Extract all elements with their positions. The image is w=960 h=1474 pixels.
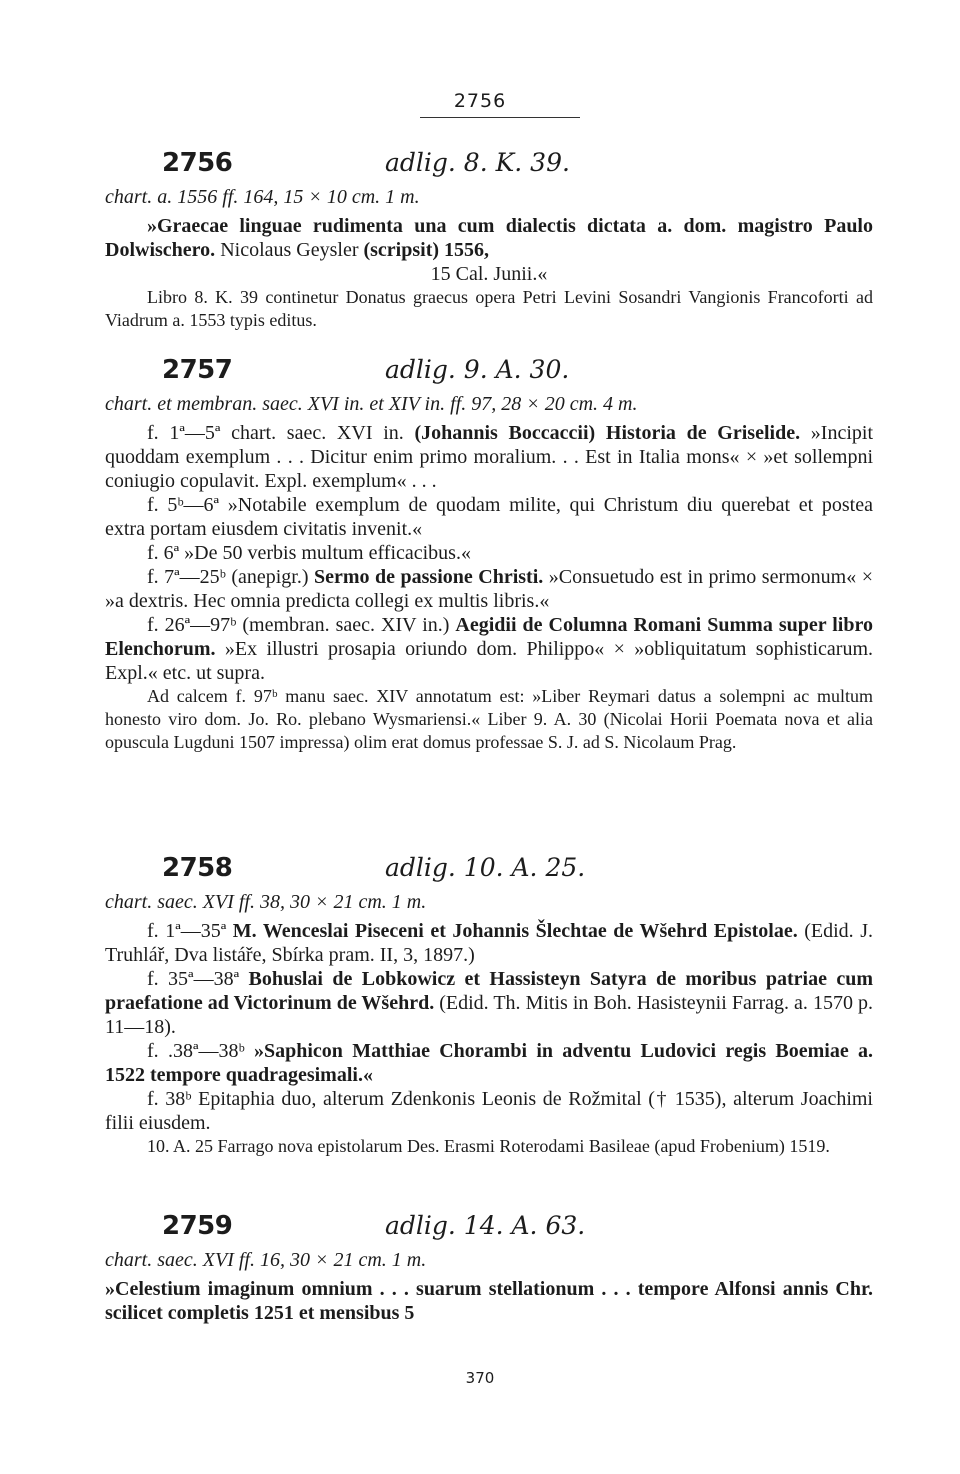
entry-signature: adlig. 10. A. 25.: [385, 853, 586, 882]
entry-number: 2758: [162, 853, 233, 883]
folio-range: f. 35ª—38ª: [147, 968, 249, 990]
folio-item: f. 6ª »De 50 verbis multum efficacibus.«: [147, 542, 471, 564]
folio-range: f. .38ª—38ᵇ: [147, 1040, 254, 1062]
entry-heading: [105, 853, 873, 887]
entry-2759: [105, 1211, 873, 1325]
running-head: 2756: [453, 90, 507, 112]
item-title: (Johannis Boccaccii) Historia de Griselide.: [414, 422, 801, 444]
item-incipit: »Ex illustri prosapia oriundo dom. Philippo« × »obliquitatum sophisticarum. Expl.« etc. ut supra.: [105, 638, 873, 684]
entry-2758: [105, 853, 873, 1158]
entry-text: [105, 1277, 873, 1325]
item-edition: (Edid. Th. Mitis in Boh. Hasisteynii Farrag. a. 1570 p. 11—18).: [105, 992, 873, 1038]
title-bold: »Celestium imaginum omnium . . . suarum stellationum . . . tempore Alfonsi annis Chr. scilicet completis 1251 et mensibus 5: [105, 1278, 873, 1324]
folio-range: f. 1ª—35ª: [147, 920, 233, 942]
item-title: »Saphicon Matthiae Chorambi in adventu Ludovici regis Boemiae a. 1522 tempore quadragesimali.«: [105, 1040, 873, 1086]
entry-number: 2759: [162, 1211, 233, 1241]
entry-description: chart. a. 1556 ff. 164, 15 × 10 cm. 1 m.: [105, 186, 420, 208]
entry-heading: [105, 148, 873, 182]
scribe-name: Nicolaus Geysler: [215, 239, 364, 261]
item-incipit: »Consuetudo est in primo sermonum« × »a dextris. Hec omnia predicta collegi ex multis libris.«: [105, 566, 873, 612]
folio-item: [105, 421, 873, 493]
entry-description: chart. saec. XVI ff. 38, 30 × 21 cm. 1 m.: [105, 891, 427, 913]
folio-item: [105, 613, 873, 685]
folio-range: f. 7ª—25ᵇ (anepigr.): [147, 566, 315, 588]
scribe-date: (scripsit) 1556,: [363, 239, 490, 261]
entry-note: 10. A. 25 Farrago nova epistolarum Des. Erasmi Roterodami Basileae (apud Frobenium) 1519.: [147, 1136, 830, 1156]
folio-item: f. 38ᵇ Epitaphia duo, alterum Zdenkonis Leonis de Rožmital († 1535), alterum Joachimi filii eiusdem.: [105, 1088, 873, 1134]
folio-item: [105, 565, 873, 613]
entry-heading: [105, 355, 873, 389]
entry-description: chart. saec. XVI ff. 16, 30 × 21 cm. 1 m.: [105, 1249, 427, 1271]
item-edition: (Edid. J. Truhlář, Dva listáře, Sbírka pram. II, 3, 1897.): [105, 920, 874, 966]
entry-text: [105, 214, 873, 262]
entry-2757: [105, 355, 873, 754]
running-head-rule: [420, 117, 580, 118]
item-title: M. Wenceslai Piseceni et Johannis Šlechtae de Wšehrd Epistolae.: [232, 920, 798, 942]
title-bold: »Graecae linguae rudimenta una cum dialectis dictata a. dom. magistro Paulo Dolwischero.: [105, 215, 873, 261]
entry-number: 2756: [162, 148, 233, 178]
entry-note: Libro 8. K. 39 continetur Donatus graecus opera Petri Levini Sosandri Vangionis Francoforti ad Viadrum a. 1553 typis editus.: [105, 287, 873, 330]
item-title: Aegidii de Columna Romani Summa super libro Elenchorum.: [105, 614, 874, 660]
entry-signature: adlig. 9. A. 30.: [385, 355, 570, 384]
entry-2756: [105, 148, 873, 332]
folio-item: [105, 919, 873, 967]
folio-range: f. 26ª—97ᵇ (membran. saec. XIV in.): [147, 614, 456, 636]
item-title: Sermo de passione Christi.: [314, 566, 544, 588]
page-number: 370: [465, 1369, 495, 1387]
entry-signature: adlig. 14. A. 63.: [385, 1211, 586, 1240]
folio-item: [105, 967, 873, 1039]
folio-item: [105, 1039, 873, 1087]
folio-item: f. 5ᵇ—6ª »Notabile exemplum de quodam milite, qui Christum diu querebat et postea extra portam eiusdem civitatis invenit.«: [105, 494, 873, 540]
entry-heading: [105, 1211, 873, 1245]
entry-number: 2757: [162, 355, 233, 385]
entry-text-date: 15 Cal. Junii.«: [430, 263, 548, 285]
entry-note: Ad calcem f. 97ᵇ manu saec. XIV annotatum est: »Liber Reymari datus a solempni ac multum honesto viro dom. Jo. Ro. plebano Wysmariensi.« Liber 9. A. 30 (Nicolai Horii Poemata nova et alia opuscula Lugduni 1507 impressa) olim erat domus professae S. J. ad S. Nicolaum Prag.: [105, 686, 873, 752]
item-incipit: »Incipit quoddam exemplum . . . Dicitur enim primo moralium. . . Est in Italia mons« × »et sollempni coniugio copulavit. Expl. exemplum« . . .: [105, 422, 873, 492]
entry-signature: adlig. 8. K. 39.: [385, 148, 570, 177]
entry-description: chart. et membran. saec. XVI in. et XIV in. ff. 97, 28 × 20 cm. 4 m.: [105, 393, 638, 415]
item-title: Bohuslai de Lobkowicz et Hassisteyn Satyra de moribus patriae cum praefatione ad Victorinum de Wšehrd.: [105, 968, 873, 1014]
folio-range: f. 1ª—5ª chart. saec. XVI in.: [147, 422, 415, 444]
